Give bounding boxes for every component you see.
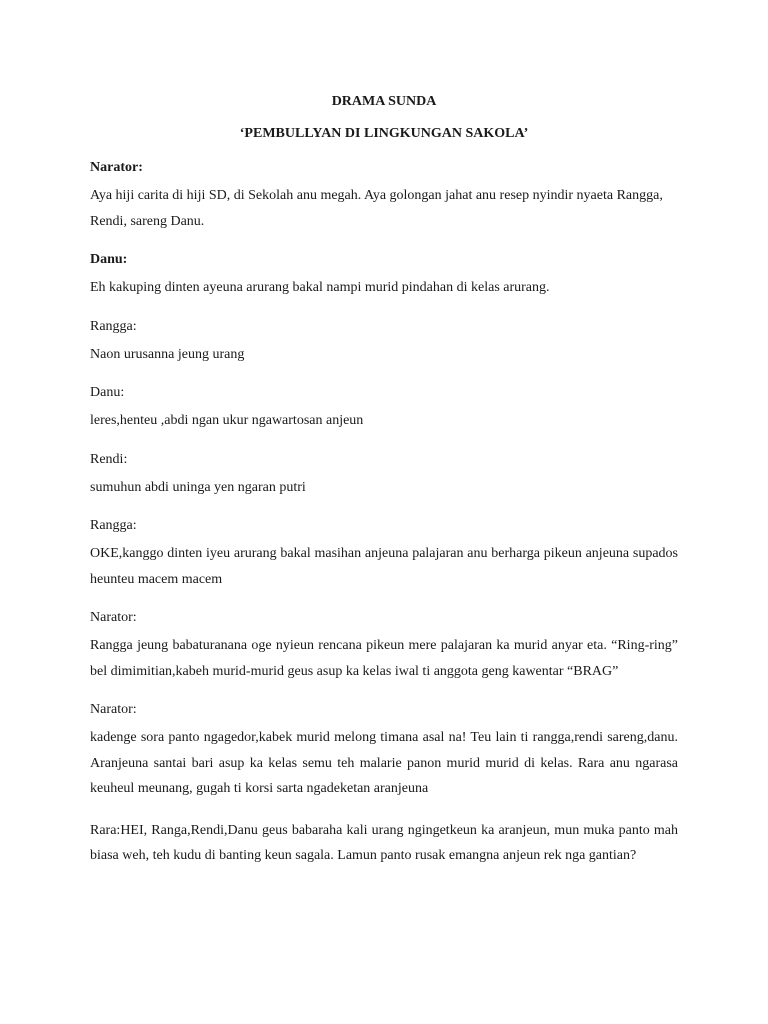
dialogue-block — [90, 450, 678, 501]
speaker-label: Danu: — [90, 252, 128, 267]
speaker-label: Rangga: — [90, 318, 137, 334]
dialogue-text: Aya hiji carita di hiji SD, di Sekolah anu megah. Aya golongan jahat anu resep nyindir nyaeta Rangga, Rendi, sareng Danu. — [90, 188, 663, 229]
speaker-label: Narator: — [90, 610, 137, 625]
dialogue-block — [90, 608, 678, 684]
document-page — [90, 92, 678, 885]
dialogue-text: OKE,kanggo dinten iyeu arurang bakal masihan anjeuna palajaran anu berharga pikeun anjeuna supados heunteu macem macem — [90, 546, 678, 587]
speaker-label: Narator: — [90, 160, 143, 175]
dialogue-text: Eh kakuping dinten ayeuna arurang bakal nampi murid pindahan di kelas arurang. — [90, 280, 550, 295]
speaker-label: Narator: — [90, 702, 137, 717]
dialogue-text: kadenge sora panto ngagedor,kabek murid melong timana asal na! Teu lain ti rangga,rendi sareng,danu. Aranjeuna santai bari asup ka kelas semu teh malarie panon murid murid di kelas. Rara anu ngarasa keuheul meunang, gugah ti korsi sarta ngadeketan aranjeuna — [90, 730, 678, 796]
dialogue-block — [90, 383, 678, 434]
dialogue-block — [90, 158, 678, 234]
dialogue-block — [90, 818, 678, 869]
speaker-label: Rendi: — [90, 451, 128, 467]
dialogue-text: Rara:HEI, Ranga,Rendi,Danu geus babaraha kali urang ngingetkeun ka aranjeun, mun muka panto mah biasa weh, teh kudu di banting keun sagala. Lamun panto rusak emangna anjeun rek nga gantian? — [90, 822, 678, 863]
dialogue-block — [90, 250, 678, 301]
dialogue-text: Rangga jeung babaturanana oge nyieun rencana pikeun mere palajaran ka murid anyar eta. “Ring-ring” bel dimimitian,kabeh murid-murid geus asup ka kelas iwal ti anggota geng kawentar “BRAG” — [90, 638, 678, 679]
speaker-label: Rangga: — [90, 518, 137, 533]
speaker-label: Danu: — [90, 385, 125, 400]
document-subtitle: ‘PEMBULLYAN DI LINGKUNGAN SAKOLA’ — [239, 126, 529, 141]
document-title: DRAMA SUNDA — [331, 94, 437, 109]
dialogue-text: Naon urusanna jeung urang — [90, 346, 245, 362]
dialogue-block — [90, 516, 678, 592]
dialogue-block — [90, 700, 678, 802]
dialogue-block — [90, 317, 678, 368]
dialogue-text: sumuhun abdi uninga yen ngaran putri — [90, 479, 306, 495]
dialogue-text: leres,henteu ,abdi ngan ukur ngawartosan anjeun — [90, 413, 364, 428]
